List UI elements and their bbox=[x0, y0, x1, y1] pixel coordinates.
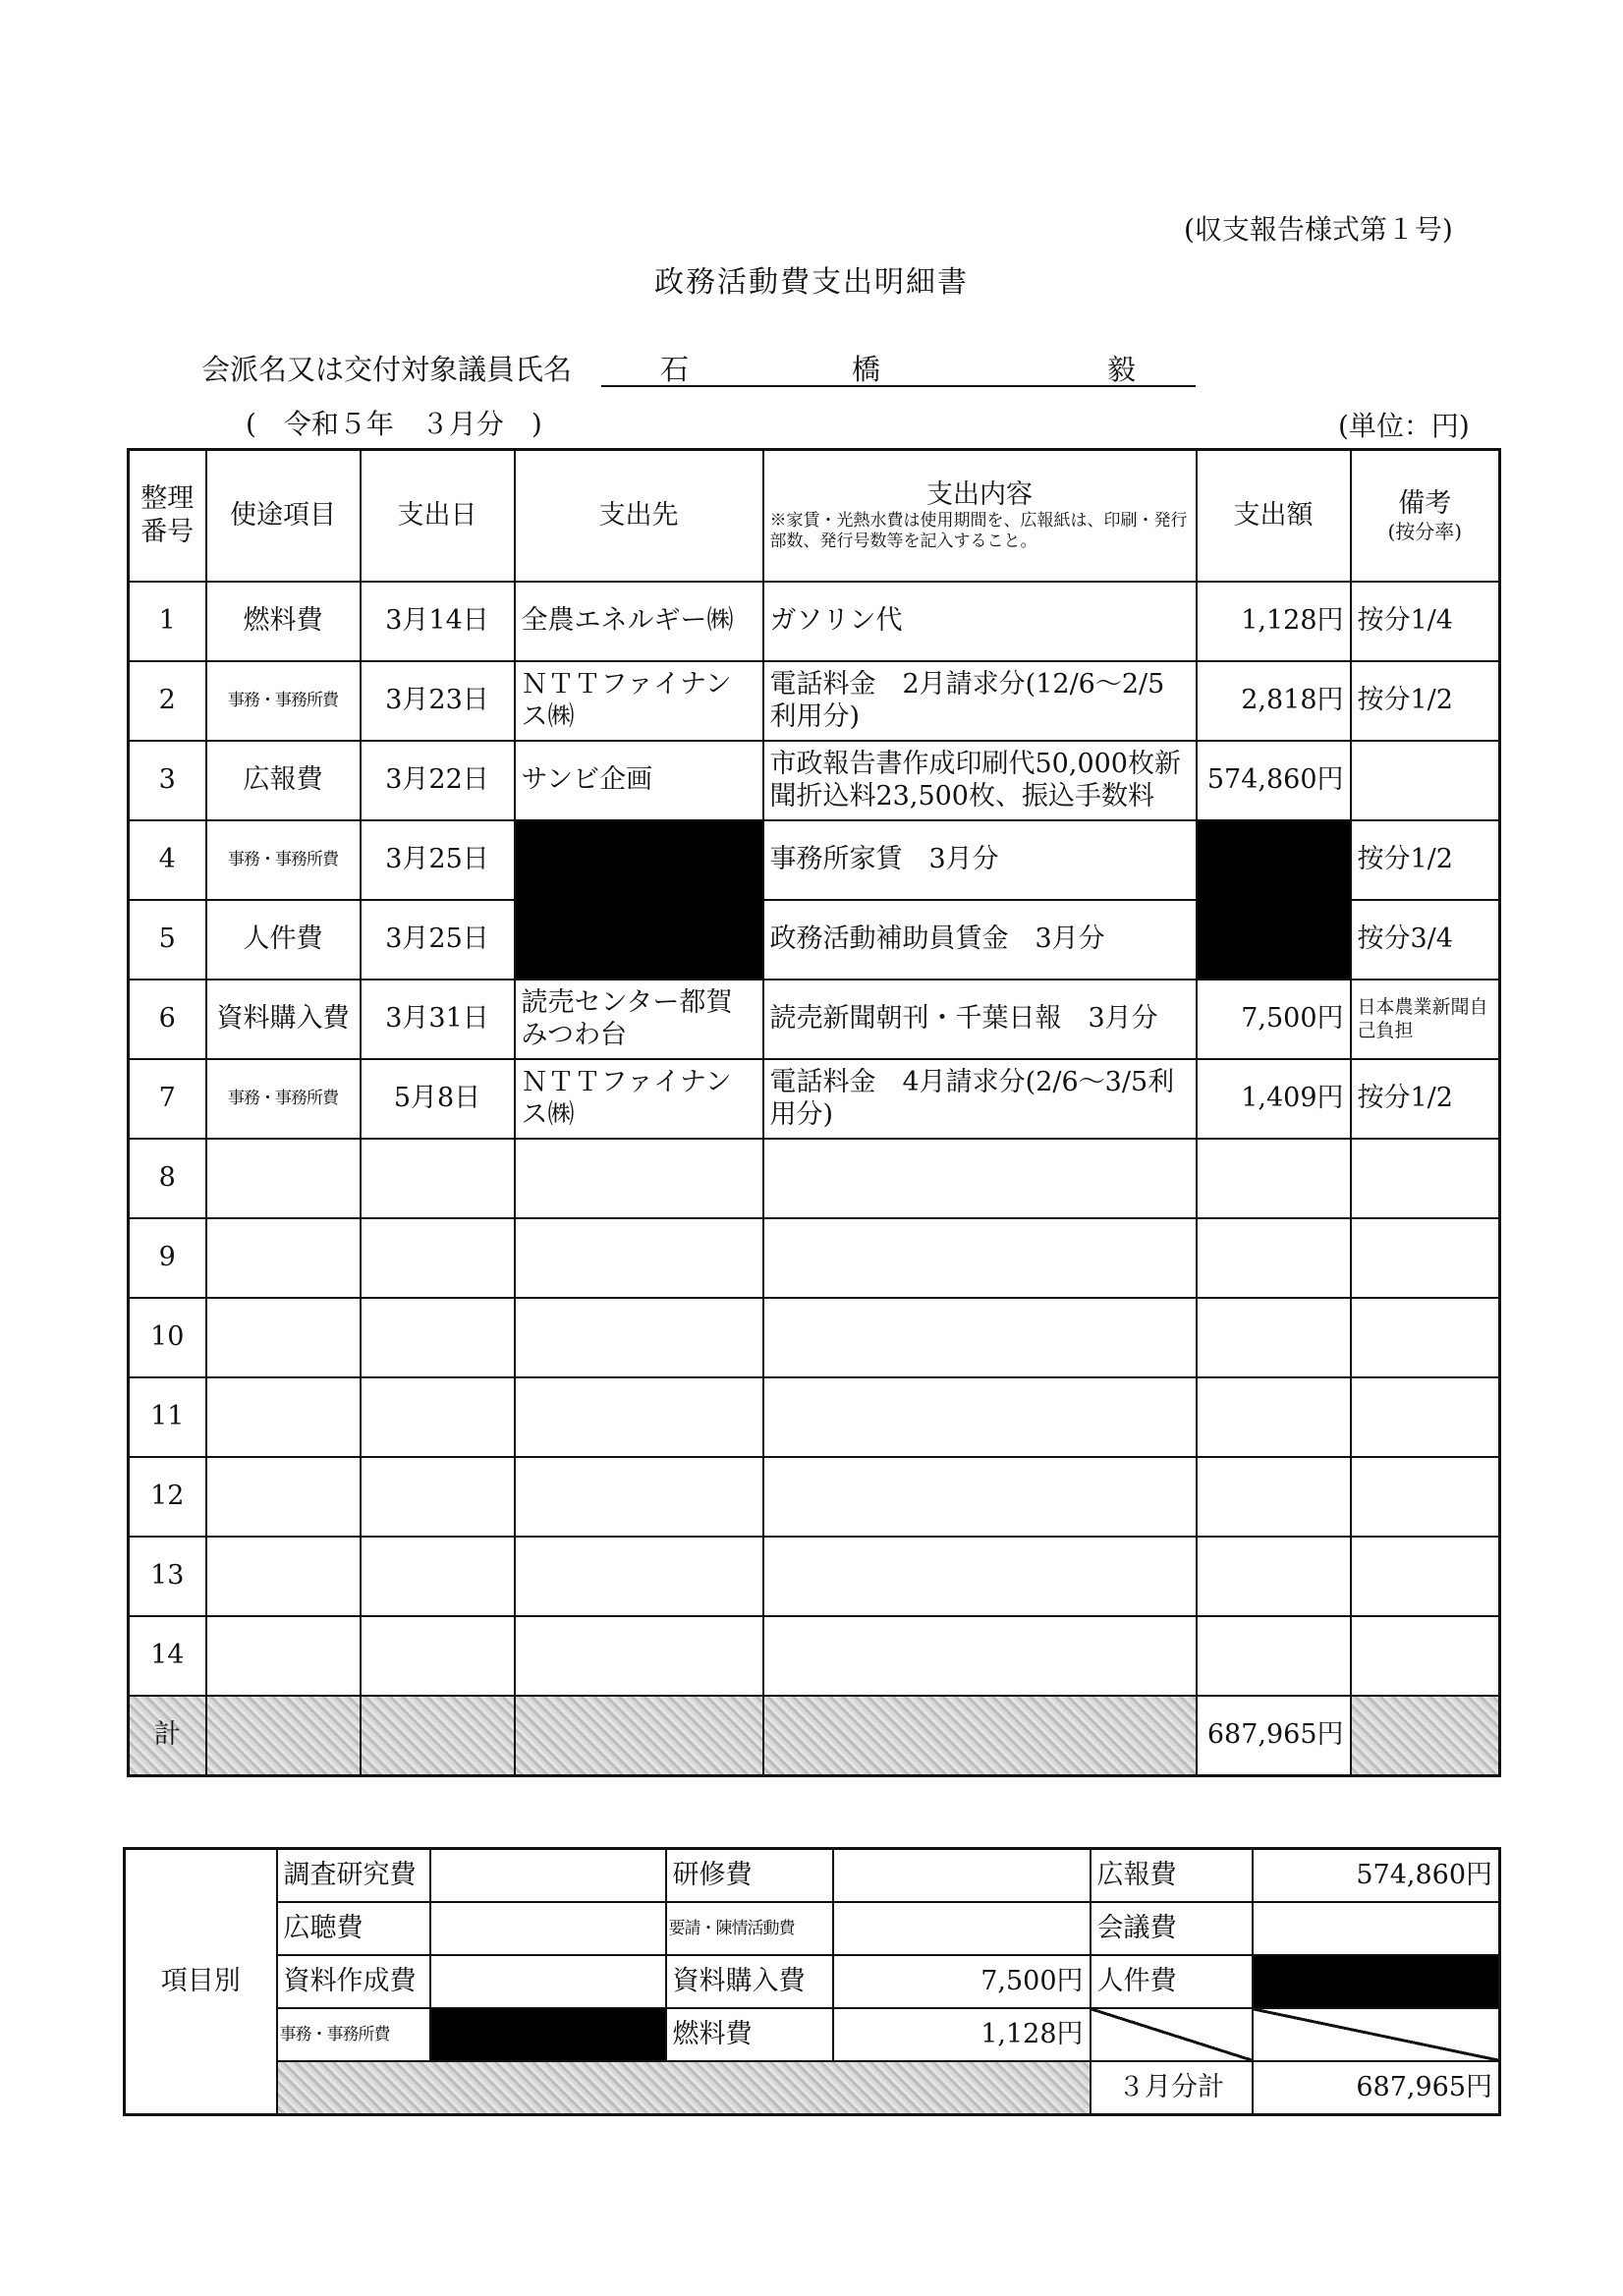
table-row bbox=[129, 741, 1500, 820]
redacted-office-value bbox=[430, 2008, 666, 2061]
shaded-cell bbox=[515, 1696, 763, 1776]
empty-cell bbox=[515, 1457, 763, 1537]
row-amount: 2,818円 bbox=[1197, 661, 1351, 741]
empty-cell bbox=[763, 1377, 1197, 1457]
row-no: 10 bbox=[129, 1298, 206, 1377]
row-amount: 1,128円 bbox=[1197, 582, 1351, 661]
row-date: 3月14日 bbox=[361, 582, 515, 661]
category-label: 会議費 bbox=[1091, 1902, 1253, 1955]
empty-cell bbox=[1197, 1537, 1351, 1616]
header-content-note: ※家賃・光熱水費は使用期間を、広報紙は、印刷・発行部数、発行号数等を記入すること。 bbox=[769, 510, 1188, 552]
category-value bbox=[1253, 1902, 1500, 1955]
total-label: 計 bbox=[129, 1696, 206, 1776]
row-no: 11 bbox=[129, 1377, 206, 1457]
empty-cell bbox=[206, 1537, 361, 1616]
row-no: 12 bbox=[129, 1457, 206, 1537]
category-row bbox=[125, 2008, 1500, 2061]
row-no: 2 bbox=[129, 661, 206, 741]
table-row bbox=[129, 1139, 1500, 1218]
category-label: 調査研究費 bbox=[277, 1849, 430, 1903]
empty-cell bbox=[515, 1377, 763, 1457]
row-no: 8 bbox=[129, 1139, 206, 1218]
document-title: 政務活動費支出明細書 bbox=[654, 265, 969, 300]
empty-cell bbox=[1197, 1616, 1351, 1696]
row-date: 3月22日 bbox=[361, 741, 515, 820]
row-item: 人件費 bbox=[206, 900, 361, 980]
empty-cell bbox=[515, 1298, 763, 1377]
row-content: 電話料金 4月請求分(2/6～3/5利用分) bbox=[763, 1059, 1197, 1139]
category-label: 資料購入費 bbox=[666, 1955, 833, 2008]
row-item: 広報費 bbox=[206, 741, 361, 820]
category-value: 1,128円 bbox=[833, 2008, 1091, 2061]
category-label: 資料作成費 bbox=[277, 1955, 430, 2008]
row-item: 事務・事務所費 bbox=[206, 820, 361, 900]
table-row bbox=[129, 1298, 1500, 1377]
category-label: 研修費 bbox=[666, 1849, 833, 1903]
redacted-amount bbox=[1197, 820, 1351, 980]
header-no: 整理番号 bbox=[129, 450, 206, 583]
diagonal-cell bbox=[1091, 2008, 1253, 2061]
empty-cell bbox=[206, 1218, 361, 1298]
row-remarks: 按分3/4 bbox=[1351, 900, 1500, 980]
empty-cell bbox=[1197, 1377, 1351, 1457]
empty-cell bbox=[361, 1218, 515, 1298]
empty-cell bbox=[1351, 1377, 1500, 1457]
row-amount: 574,860円 bbox=[1197, 741, 1351, 820]
form-number: (収支報告様式第１号) bbox=[1184, 213, 1453, 246]
row-no: 6 bbox=[129, 980, 206, 1059]
row-item: 資料購入費 bbox=[206, 980, 361, 1059]
row-content: 電話料金 2月請求分(12/6～2/5利用分) bbox=[763, 661, 1197, 741]
row-remarks: 按分1/2 bbox=[1351, 820, 1500, 900]
table-row bbox=[129, 661, 1500, 741]
header-row bbox=[129, 450, 1500, 583]
table-row bbox=[129, 1377, 1500, 1457]
row-date: 5月8日 bbox=[361, 1059, 515, 1139]
row-amount: 1,409円 bbox=[1197, 1059, 1351, 1139]
row-no: 1 bbox=[129, 582, 206, 661]
redacted-personnel-value bbox=[1253, 1955, 1500, 2008]
row-payee: 読売センター都賀みつわ台 bbox=[515, 980, 763, 1059]
header-remarks bbox=[1351, 450, 1500, 583]
category-value: 7,500円 bbox=[833, 1955, 1091, 2008]
row-date: 3月25日 bbox=[361, 820, 515, 900]
category-row bbox=[125, 1902, 1500, 1955]
member-name-part: 毅 bbox=[1107, 353, 1137, 386]
header-payee: 支出先 bbox=[515, 450, 763, 583]
empty-cell bbox=[515, 1537, 763, 1616]
table-row bbox=[129, 1616, 1500, 1696]
row-item: 燃料費 bbox=[206, 582, 361, 661]
row-no: 14 bbox=[129, 1616, 206, 1696]
empty-cell bbox=[206, 1139, 361, 1218]
shaded-cell bbox=[1351, 1696, 1500, 1776]
row-item: 事務・事務所費 bbox=[206, 1059, 361, 1139]
table-row bbox=[129, 1059, 1500, 1139]
table-row bbox=[129, 820, 1500, 900]
empty-cell bbox=[206, 1457, 361, 1537]
empty-cell bbox=[515, 1616, 763, 1696]
month-total-label: ３月分計 bbox=[1091, 2061, 1253, 2115]
category-row bbox=[125, 1955, 1500, 2008]
category-total-row bbox=[125, 2061, 1500, 2115]
row-payee: サンビ企画 bbox=[515, 741, 763, 820]
row-no: 13 bbox=[129, 1537, 206, 1616]
total-amount: 687,965円 bbox=[1197, 1696, 1351, 1776]
empty-cell bbox=[1351, 1616, 1500, 1696]
header-amount: 支出額 bbox=[1197, 450, 1351, 583]
currency-unit: (単位：円) bbox=[1338, 410, 1470, 442]
empty-cell bbox=[763, 1298, 1197, 1377]
category-label: 広聴費 bbox=[277, 1902, 430, 1955]
category-value bbox=[430, 1955, 666, 2008]
row-date: 3月31日 bbox=[361, 980, 515, 1059]
row-content: 読売新聞朝刊・千葉日報 3月分 bbox=[763, 980, 1197, 1059]
empty-cell bbox=[1197, 1218, 1351, 1298]
empty-cell bbox=[1197, 1139, 1351, 1218]
empty-cell bbox=[206, 1377, 361, 1457]
category-value: 574,860円 bbox=[1253, 1849, 1500, 1903]
empty-cell bbox=[361, 1377, 515, 1457]
total-row bbox=[129, 1696, 1500, 1776]
empty-cell bbox=[515, 1139, 763, 1218]
shaded-cell bbox=[763, 1696, 1197, 1776]
row-remarks: 按分1/2 bbox=[1351, 1059, 1500, 1139]
row-date: 3月23日 bbox=[361, 661, 515, 741]
row-content: 事務所家賃 3月分 bbox=[763, 820, 1197, 900]
category-value bbox=[430, 1902, 666, 1955]
row-remarks bbox=[1351, 741, 1500, 820]
empty-cell bbox=[1197, 1298, 1351, 1377]
row-content: 市政報告書作成印刷代50,000枚新聞折込料23,500枚、振込手数料 bbox=[763, 741, 1197, 820]
header-content bbox=[763, 450, 1197, 583]
header-date: 支出日 bbox=[361, 450, 515, 583]
category-value bbox=[430, 1849, 666, 1903]
header-remarks-title: 備考 bbox=[1398, 487, 1452, 519]
category-value bbox=[833, 1849, 1091, 1903]
empty-cell bbox=[763, 1537, 1197, 1616]
shaded-cell bbox=[206, 1696, 361, 1776]
table-row bbox=[129, 582, 1500, 661]
row-item: 事務・事務所費 bbox=[206, 661, 361, 741]
row-content: 政務活動補助員賃金 3月分 bbox=[763, 900, 1197, 980]
empty-cell bbox=[206, 1298, 361, 1377]
category-label: 燃料費 bbox=[666, 2008, 833, 2061]
row-no: 9 bbox=[129, 1218, 206, 1298]
category-summary-table bbox=[123, 1847, 1501, 2116]
row-no: 5 bbox=[129, 900, 206, 980]
empty-cell bbox=[763, 1457, 1197, 1537]
redacted-payee bbox=[515, 820, 763, 980]
empty-cell bbox=[1351, 1218, 1500, 1298]
report-period: ( 令和５年 ３月分 ) bbox=[246, 408, 542, 440]
header-remarks-sub: (按分率) bbox=[1387, 520, 1463, 544]
empty-cell bbox=[361, 1457, 515, 1537]
shaded-cell bbox=[277, 2061, 1091, 2115]
row-no: 3 bbox=[129, 741, 206, 820]
empty-cell bbox=[763, 1139, 1197, 1218]
row-content: ガソリン代 bbox=[763, 582, 1197, 661]
member-name-part: 橋 bbox=[852, 353, 881, 386]
row-no: 4 bbox=[129, 820, 206, 900]
row-no: 7 bbox=[129, 1059, 206, 1139]
empty-cell bbox=[361, 1139, 515, 1218]
member-name bbox=[601, 346, 1196, 387]
empty-cell bbox=[1351, 1139, 1500, 1218]
table-row bbox=[129, 1457, 1500, 1537]
empty-cell bbox=[1351, 1537, 1500, 1616]
member-label: 会派名又は交付対象議員氏名 bbox=[201, 353, 573, 386]
month-total-value: 687,965円 bbox=[1253, 2061, 1500, 2115]
empty-cell bbox=[206, 1616, 361, 1696]
row-remarks: 按分1/4 bbox=[1351, 582, 1500, 661]
row-remarks: 按分1/2 bbox=[1351, 661, 1500, 741]
member-name-part: 石 bbox=[660, 353, 690, 386]
empty-cell bbox=[763, 1218, 1197, 1298]
row-payee: ＮＴＴファイナンス㈱ bbox=[515, 1059, 763, 1139]
row-payee: ＮＴＴファイナンス㈱ bbox=[515, 661, 763, 741]
empty-cell bbox=[361, 1298, 515, 1377]
category-label: 事務・事務所費 bbox=[277, 2008, 430, 2061]
expense-detail-table bbox=[127, 448, 1501, 1777]
table-row bbox=[129, 1218, 1500, 1298]
empty-cell bbox=[1351, 1298, 1500, 1377]
row-amount: 7,500円 bbox=[1197, 980, 1351, 1059]
row-payee: 全農エネルギー㈱ bbox=[515, 582, 763, 661]
row-remarks: 日本農業新聞自己負担 bbox=[1351, 980, 1500, 1059]
header-item: 使途項目 bbox=[206, 450, 361, 583]
table-row bbox=[129, 980, 1500, 1059]
category-side-label: 項目別 bbox=[125, 1849, 277, 2115]
empty-cell bbox=[361, 1537, 515, 1616]
empty-cell bbox=[763, 1616, 1197, 1696]
empty-cell bbox=[1197, 1457, 1351, 1537]
category-label: 広報費 bbox=[1091, 1849, 1253, 1903]
empty-cell bbox=[1351, 1457, 1500, 1537]
category-row bbox=[125, 1849, 1500, 1903]
diagonal-cell bbox=[1253, 2008, 1500, 2061]
empty-cell bbox=[361, 1616, 515, 1696]
row-date: 3月25日 bbox=[361, 900, 515, 980]
category-label: 要請・陳情活動費 bbox=[666, 1902, 833, 1955]
empty-cell bbox=[515, 1218, 763, 1298]
header-content-title: 支出内容 bbox=[926, 478, 1033, 510]
category-value bbox=[833, 1902, 1091, 1955]
shaded-cell bbox=[361, 1696, 515, 1776]
category-label: 人件費 bbox=[1091, 1955, 1253, 2008]
table-row bbox=[129, 1537, 1500, 1616]
